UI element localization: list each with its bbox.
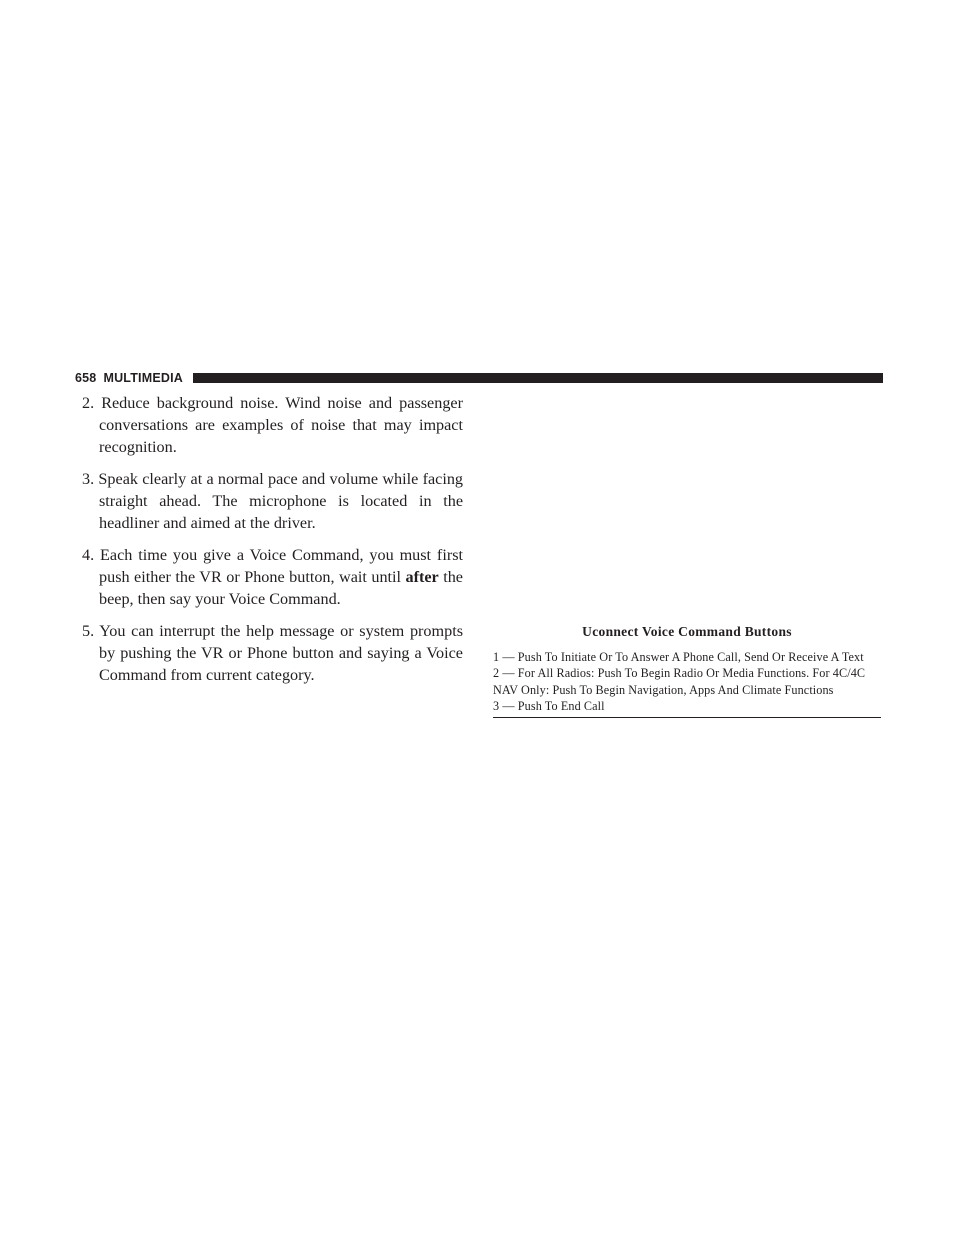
step-text: Speak clearly at a normal pace and volume while facing straight ahead. The microphone is located in the headliner and aimed at the driver. — [98, 470, 464, 532]
figure-image-area — [493, 394, 881, 614]
figure-legend — [493, 649, 881, 715]
step-text: the beep, then say your Voice Command. — [99, 568, 463, 608]
step-text: Each time you give a Voice Command, you must first push either the VR or Phone button, wait until — [99, 546, 464, 586]
figure-caption — [493, 624, 881, 718]
legend-item: 3 — Push To End Call — [493, 699, 605, 714]
page-header — [75, 370, 883, 386]
step-number: 4. — [82, 546, 95, 564]
caption-divider — [493, 717, 881, 718]
legend-item: 2 — For All Radios: Push To Begin Radio Or Media Functions. For 4C/4C NAV Only: Push To Begin Navigation, Apps And Climate Functions — [493, 666, 866, 697]
list-item — [75, 544, 463, 610]
legend-item: 1 — Push To Initiate Or To Answer A Phone Call, Send Or Receive A Text — [493, 650, 864, 664]
list-item — [75, 620, 463, 686]
step-text: Reduce background noise. Wind noise and passenger conversations are examples of noise that may impact recognition. — [99, 394, 464, 456]
step-text: You can interrupt the help message or system prompts by pushing the VR or Phone button and saying a Voice Command from current category. — [99, 622, 464, 684]
page-number: 658 — [75, 371, 97, 385]
caption-title: Uconnect Voice Command Buttons — [582, 624, 792, 639]
header-rule — [193, 373, 883, 383]
step-number: 2. — [82, 394, 95, 412]
step-emphasis: after — [405, 568, 439, 586]
step-number: 5. — [82, 622, 95, 640]
instruction-list — [75, 392, 463, 696]
list-item — [75, 392, 463, 458]
step-number: 3. — [82, 470, 95, 488]
list-item — [75, 468, 463, 534]
section-title: MULTIMEDIA — [103, 371, 184, 385]
